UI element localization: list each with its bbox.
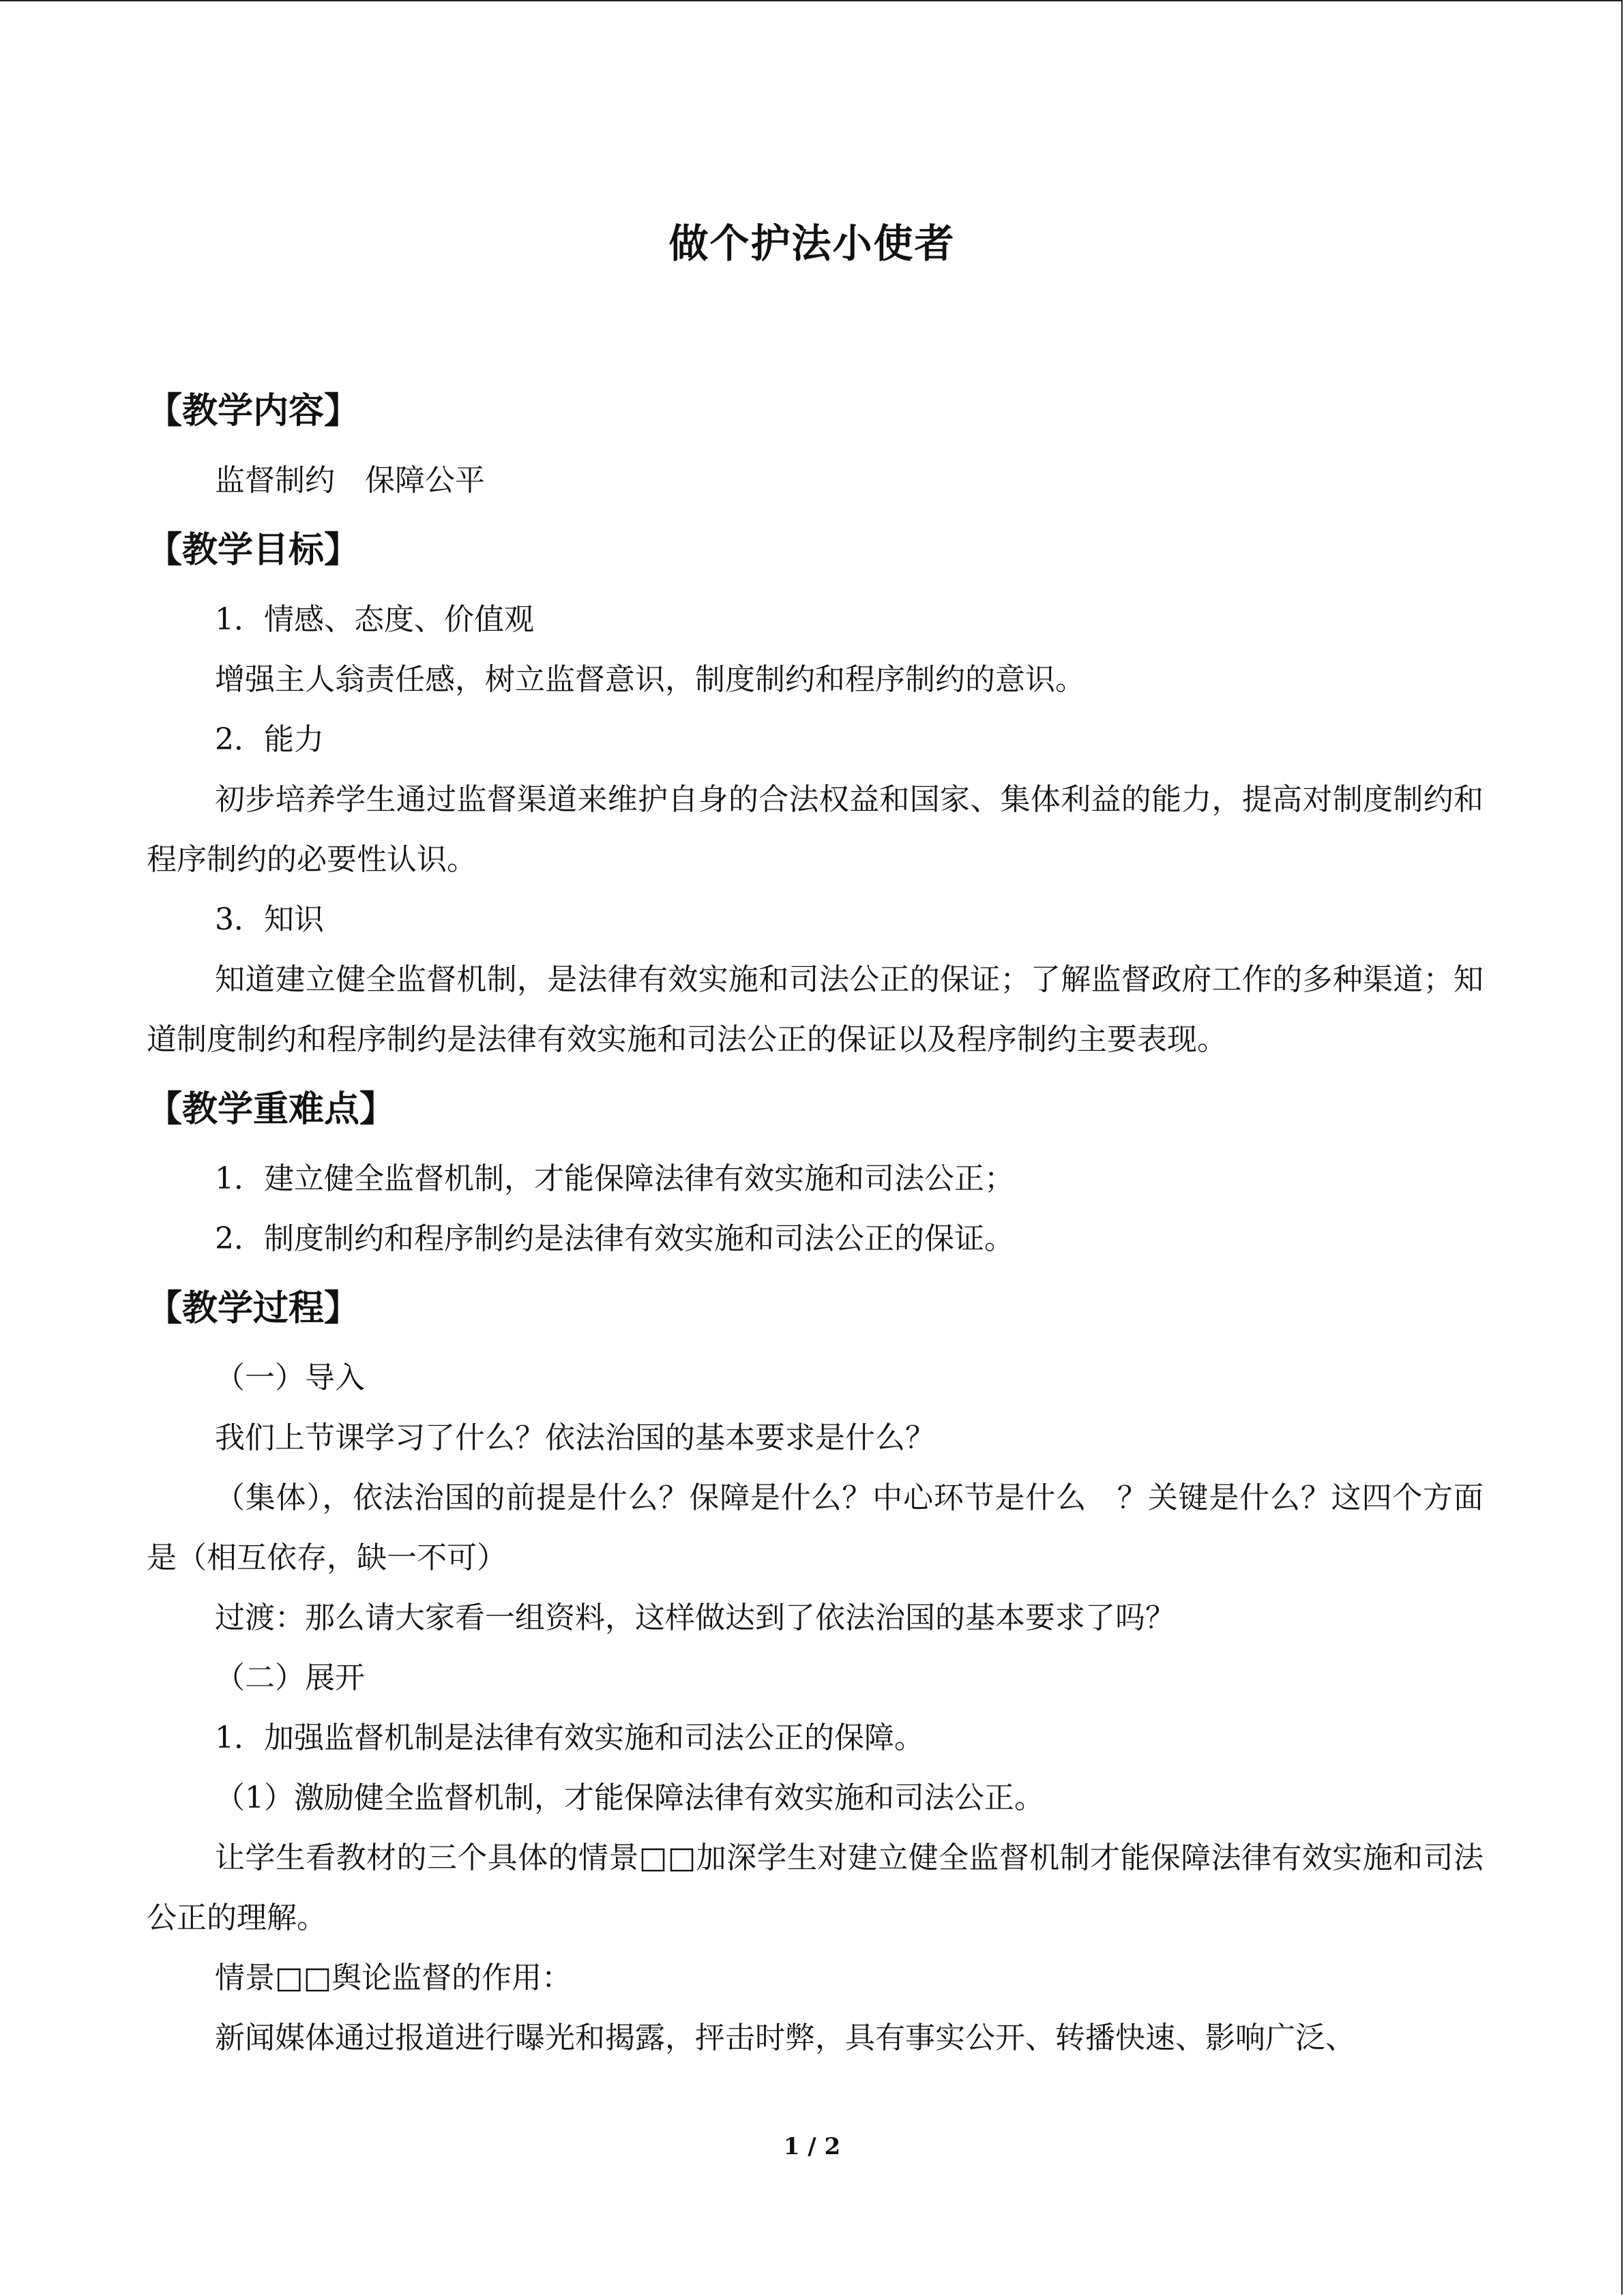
paragraph: 知道建立健全监督机制，是法律有效实施和司法公正的保证；了解监督政府工作的多种渠道；知道制度制约和程序制约是法律有效实施和司法公正的保证以及程序制约主要表现。 <box>147 962 1483 1057</box>
paragraph: （一）导入 <box>215 1360 365 1395</box>
document-title: 做个护法小使者 <box>668 220 956 267</box>
paragraph: 新闻媒体通过报道进行曝光和揭露，抨击时弊，具有事实公开、转播快速、影响广泛、 <box>215 2021 1355 2055</box>
paragraph: 3．知识 <box>215 902 324 937</box>
paragraph: 监督制约 保障公平 <box>215 463 485 498</box>
document-body <box>147 372 1483 2068</box>
paragraph: 2．能力 <box>215 722 324 757</box>
paragraph: 让学生看教材的三个具体的情景□□加深学生对建立健全监督机制才能保障法律有效实施和司法公正的理解。 <box>147 1840 1483 1935</box>
paragraph: 2．制度制约和程序制约是法律有效实施和司法公正的保证。 <box>215 1221 1014 1256</box>
section-heading-content: 【教学内容】 <box>147 391 360 432</box>
paragraph: （集体），依法治国的前提是什么？保障是什么？中心环节是什么 ？关键是什么？这四个方面是（相互依存，缺一不可） <box>147 1480 1483 1575</box>
section-heading-goals: 【教学目标】 <box>147 530 360 571</box>
paragraph: 情景□□舆论监督的作用： <box>215 1960 572 1995</box>
section-heading-process: 【教学过程】 <box>147 1288 360 1329</box>
paragraph: 1．情感、态度、价值观 <box>215 602 534 637</box>
page-number: 1 / 2 <box>783 2133 841 2160</box>
paragraph: 初步培养学生通过监督渠道来维护自身的合法权益和国家、集体利益的能力，提高对制度制约和程序制约的必要性认识。 <box>147 782 1483 877</box>
paragraph: （1）激励健全监督机制，才能保障法律有效实施和司法公正。 <box>215 1780 1044 1815</box>
paragraph: 过渡：那么请大家看一组资料，这样做达到了依法治国的基本要求了吗？ <box>215 1600 1175 1635</box>
paragraph: 1．加强监督机制是法律有效实施和司法公正的保障。 <box>215 1720 924 1755</box>
section-heading-key-points: 【教学重难点】 <box>147 1089 396 1130</box>
paragraph: 我们上节课学习了什么？依法治国的基本要求是什么？ <box>215 1420 935 1455</box>
paragraph: 增强主人翁责任感，树立监督意识，制度制约和程序制约的意识。 <box>215 662 1085 697</box>
paragraph: 1．建立健全监督机制，才能保障法律有效实施和司法公正； <box>215 1161 1014 1196</box>
paragraph: （二）展开 <box>215 1660 365 1695</box>
